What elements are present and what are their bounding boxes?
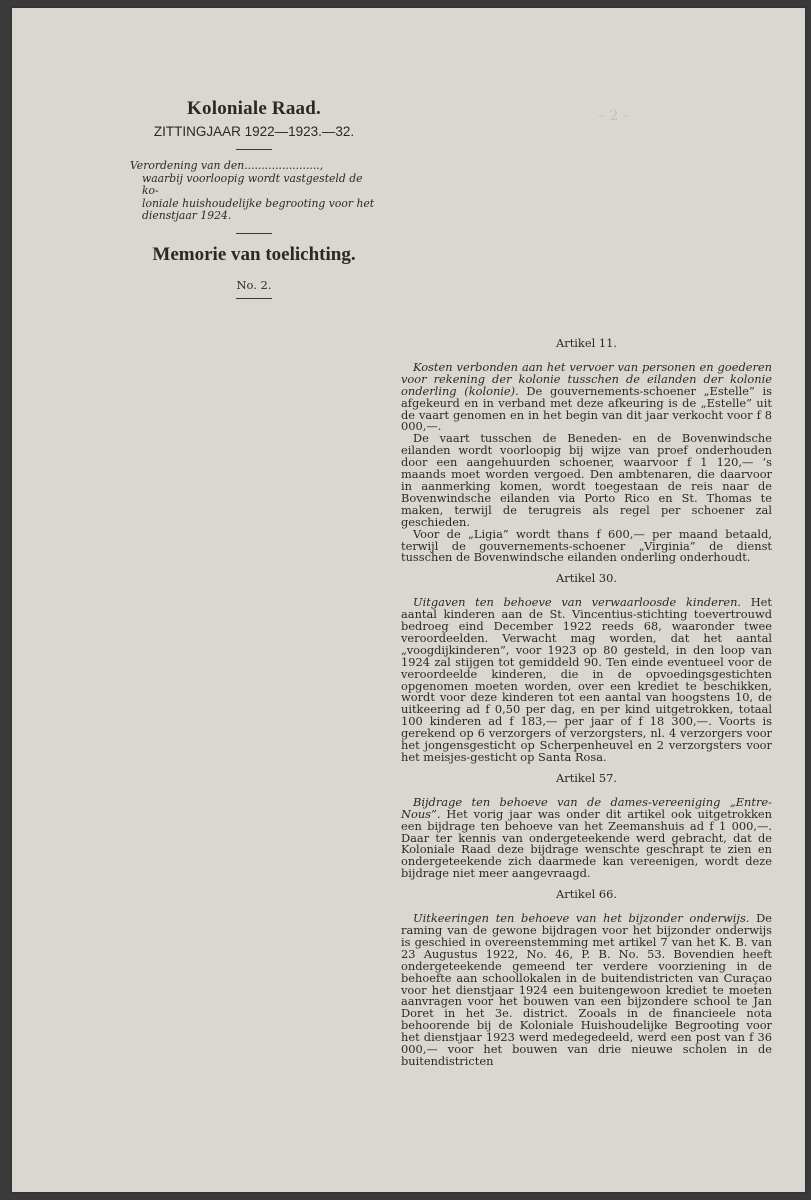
session-year: ZITTINGJAAR 1922—1923.—32. bbox=[153, 124, 355, 139]
document-number: No. 2. bbox=[236, 277, 272, 292]
articles-column bbox=[401, 338, 772, 1068]
ordinance-line-1: Verordening van den......................, bbox=[130, 159, 324, 172]
article-heading: Artikel 30. bbox=[556, 571, 617, 586]
ordinance-description bbox=[130, 160, 378, 223]
divider bbox=[236, 298, 272, 299]
show-through-page-number: – 2 – bbox=[598, 108, 630, 124]
article-text: De raming van de gewone bijdragen voor het bijzonder onderwijs is geschied in overeenstemming met artikel 7 van het K. B. van 23 Augustus 1922, No. 46, P. B. No. 53. Bovendien heeft ondergeteekende gemeend ter verdere voorziening in de behoefte aan schoollokalen in de buitendistricten van Curaçao voor het dienstjaar 1924 een buitengewoon krediet te moeten aanvragen voor het bouwen van een bijzondere school te Jan Doret in het 3e. district. Zooals in de financieele nota behoorende bij de Koloniale Huishoudelijke Begrooting voor het dienstjaar 1923 werd medegedeeld, werd een post van f 36 000,— voor het bouwen van drie nieuwe scholen in de buitendistricten bbox=[401, 911, 772, 1068]
article-paragraph bbox=[401, 597, 772, 764]
article-subject: Uitkeeringen ten behoeve van het bijzonder onderwijs. bbox=[413, 911, 750, 926]
article-heading: Artikel 66. bbox=[556, 887, 617, 902]
article-text: De gouvernements-schoener „Estelle” is afgekeurd en in verband met deze afkeuring is de „Estelle” uit de vaart genomen en in het begin van dit jaar verkocht voor f 8 000,—. bbox=[401, 383, 773, 434]
divider bbox=[236, 149, 272, 150]
article-subject: Bijdrage ten behoeve van de dames-vereeniging „Entre-Nous”. bbox=[401, 794, 772, 821]
article-text: Het aantal kinderen aan de St. Vincentius-stichting toevertrouwd bedroeg eind December 1922 reeds 68, waaronder twee veroordeelden. Verwacht mag worden, dat het aantal „voogdijkinderen”, voor 1923 op 80 gesteld, in den loop van 1924 zal stijgen tot gemiddeld 90. Ten einde eventueel voor de veroordeelde kinderen, die in de opvoedingsgestichten opgenomen moeten worden, over een krediet te beschikken, wordt voor deze kinderen tot een aantal van hoogstens 10, de uitkeering ad f 0,50 per dag, en per kind uitgetrokken, totaal 100 kinderen ad f 183,— per jaar of f 18 300,—. Voorts is gerekend op 6 verzorgers of verzorgsters, nl. 4 verzorgers voor het jongensgesticht op Scherpenheuvel en 2 verzorgsters voor het meisjes-gesticht op Santa Rosa. bbox=[401, 595, 772, 764]
article-paragraph bbox=[401, 433, 772, 528]
article-paragraph bbox=[401, 794, 772, 881]
divider bbox=[236, 233, 272, 234]
ordinance-line-4: dienstjaar 1924. bbox=[142, 209, 232, 222]
article-text: Het vorig jaar was onder dit artikel ook uitgetrokken een bijdrage ten behoeve van het Zeemanshuis ad f 1 000,—. Daar ter kennis van ondergeteekende werd gebracht, dat de Koloniale Raad deze bijdrage wenschte geschrapt te zien en ondergeteekende zich daarmede kan vereenigen, wordt deze bijdrage niet meer aangevraagd. bbox=[401, 806, 772, 881]
title-block bbox=[130, 98, 378, 299]
memorie-title: Memorie van toelichting. bbox=[152, 243, 356, 265]
article-subject: Kosten verbonden aan het vervoer van personen en goederen voor rekening der kolonie tusschen de eilanden der kolonie onderling (kolonie). bbox=[401, 359, 772, 398]
article-paragraph bbox=[401, 913, 772, 1068]
article-text: De vaart tusschen de Beneden- en de Bovenwindsche eilanden wordt voorloopig bij wijze van proef onderhouden door een aangehuurden schoener, waarvoor f 1 120,— ’s maands moet worden vergoed. Den ambtenaren, die daarvoor in aanmerking komen, wordt toegestaan de reis naar de Bovenwindsche eilanden via Porto Rico en St. Thomas te maken, terwijl de terugreis als regel per schoener zal geschieden. bbox=[401, 431, 772, 529]
ordinance-line-2: waarbij voorloopig wordt vastgesteld de ko- bbox=[142, 171, 363, 197]
document-page bbox=[12, 8, 805, 1192]
article-heading: Artikel 57. bbox=[556, 770, 617, 785]
council-title: Koloniale Raad. bbox=[187, 98, 321, 119]
article-heading: Artikel 11. bbox=[556, 336, 617, 350]
article-paragraph bbox=[401, 359, 773, 434]
article-subject: Uitgaven ten behoeve van verwaarloosde kinderen. bbox=[413, 595, 742, 610]
article-paragraph bbox=[401, 526, 772, 565]
article-text: Voor de „Ligia” wordt thans f 600,— per maand betaald, terwijl de gouvernements-schoener „Virginia” de dienst tusschen de Bovenwindsche eilanden onderling onderhoudt. bbox=[401, 526, 772, 565]
ordinance-line-3: loniale huishoudelijke begrooting voor het bbox=[142, 196, 375, 210]
